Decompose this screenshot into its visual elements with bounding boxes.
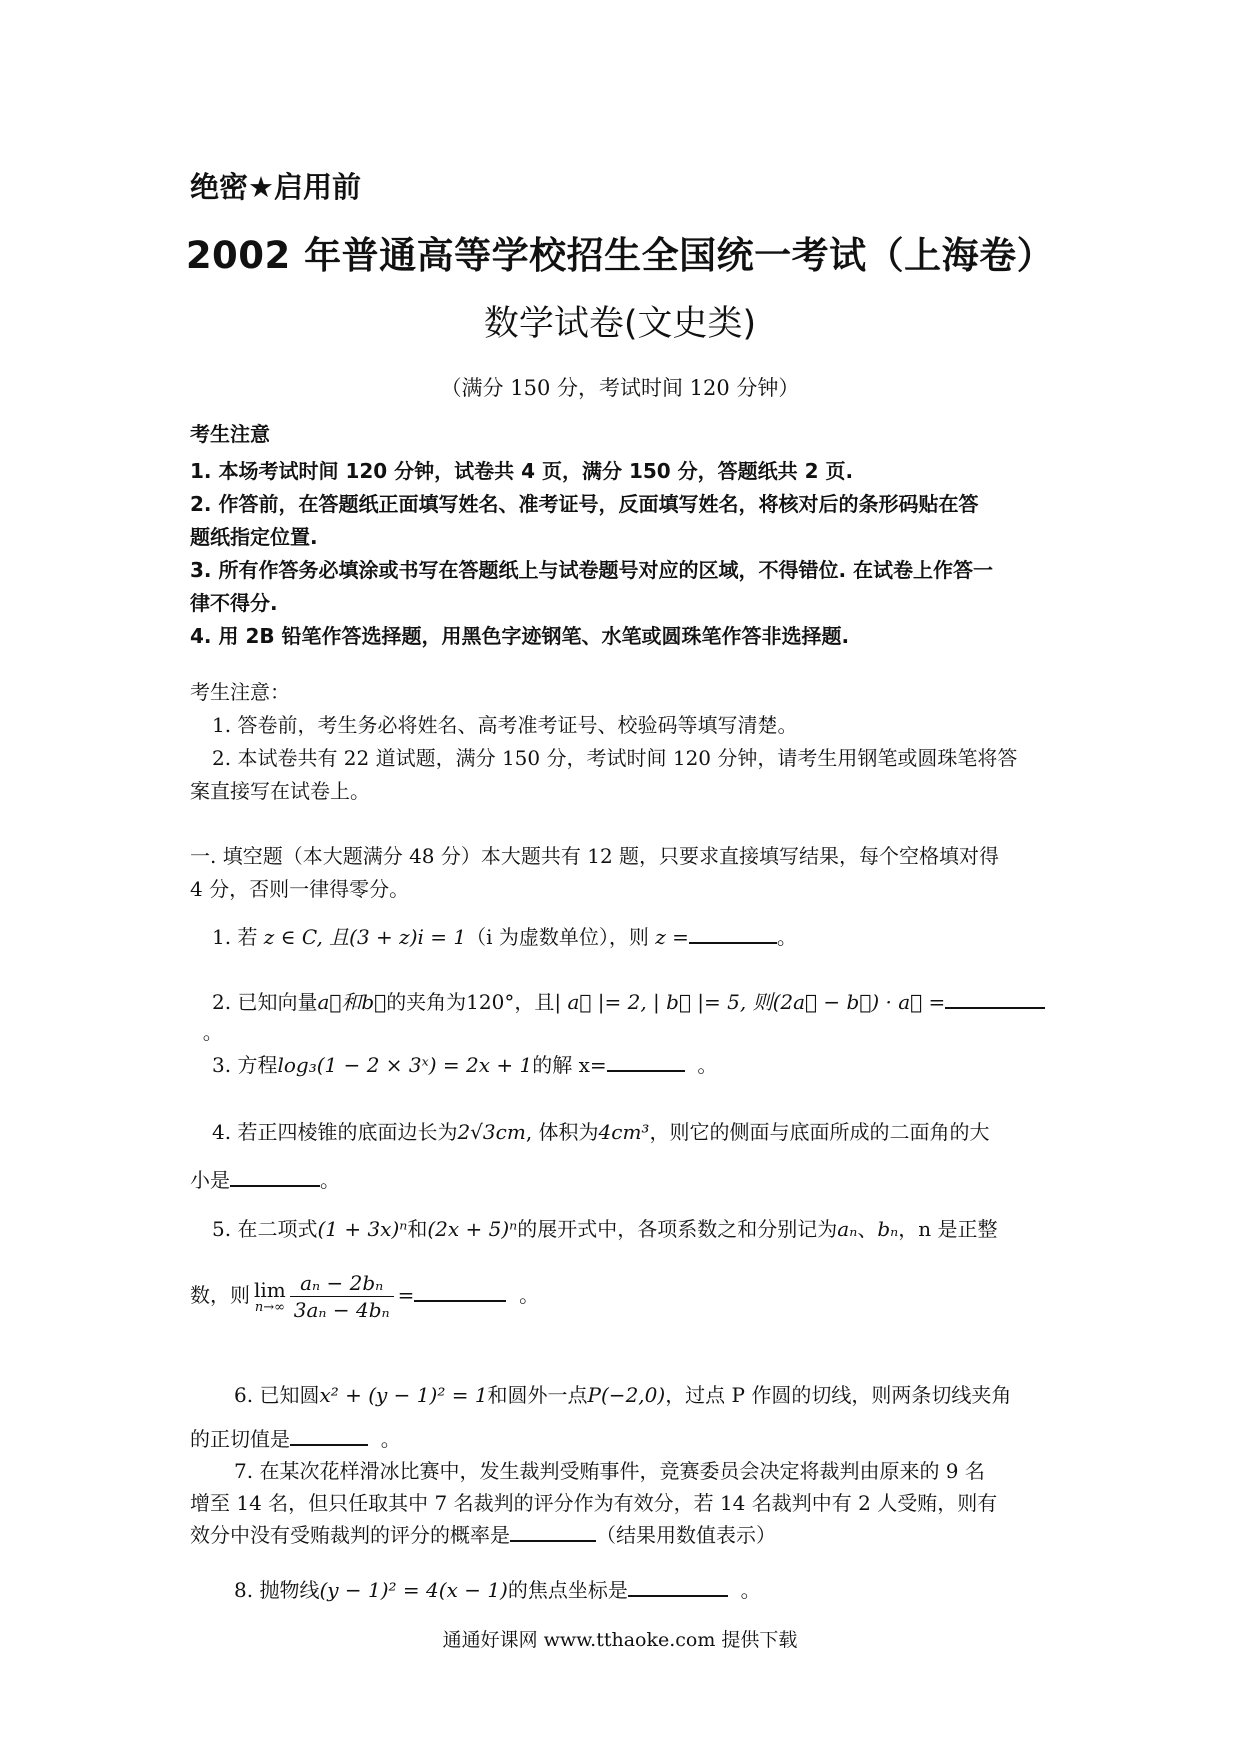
- q2-math2: | a⃗ |= 2, | b⃗ |= 5, 则(2a⃗ − b⃗) · a⃗ =: [554, 990, 946, 1014]
- q5-lim-sub: n→∞: [254, 1299, 285, 1315]
- q1-prefix: 1. 若: [212, 925, 264, 949]
- notice-bold-block: [190, 418, 1070, 653]
- q2-math: a⃗和b⃗: [317, 990, 387, 1014]
- section-1-line: 4 分，否则一律得零分。: [190, 877, 410, 901]
- question-8: [190, 1575, 1070, 1605]
- q6-math: x² + (y − 1)² = 1: [319, 1383, 488, 1407]
- q5-line2-prefix: 数，则: [190, 1283, 250, 1307]
- q2-answer-blank[interactable]: [945, 989, 1045, 1009]
- q5-limit: [254, 1279, 286, 1315]
- q5-end: 。: [519, 1283, 540, 1307]
- q5-mid: 的展开式中，各项系数之和分别记为: [517, 1217, 838, 1241]
- q4-mid: , 体积为: [525, 1120, 599, 1144]
- q5-math: (1 + 3x)ⁿ: [317, 1217, 408, 1241]
- q6-prefix: 6. 已知圆: [234, 1383, 320, 1407]
- section-1-heading: [190, 840, 1070, 906]
- notice-plain-block: [190, 676, 1070, 808]
- q8-end: 。: [740, 1578, 761, 1602]
- section-1-line: 一. 填空题（本大题满分 48 分）本大题共有 12 题，只要求直接填写结果，每个空格填对得: [190, 844, 1000, 868]
- q3-end: 。: [697, 1053, 718, 1077]
- q4-prefix: 4. 若正四棱锥的底面边长为: [212, 1120, 458, 1144]
- notice-item: 4. 用 2B 铅笔作答选择题，用黑色字迹钢笔、水笔或圆珠笔作答非选择题.: [190, 624, 850, 648]
- q1-math: z ∈ C, 且(3 + z)i = 1: [263, 925, 467, 949]
- q1-answer-blank[interactable]: [689, 924, 777, 944]
- q5-an: aₙ: [837, 1217, 858, 1241]
- q3-math: log₃(1 − 2 × 3ˣ) = 2x + 1: [277, 1053, 533, 1077]
- q5-and: 和: [407, 1217, 428, 1241]
- exam-meta: （满分 150 分，考试时间 120 分钟）: [440, 376, 800, 400]
- question-4: [190, 1117, 1070, 1195]
- q4-math2: 4cm³: [598, 1120, 650, 1144]
- q5-math2: (2x + 5)ⁿ: [427, 1217, 518, 1241]
- notice-item: 律不得分.: [190, 591, 278, 615]
- notice-heading: 考生注意: [190, 422, 270, 446]
- q4-math: 2√3cm: [457, 1120, 526, 1144]
- notice-item: 2. 作答前，在答题纸正面填写姓名、准考证号，反面填写姓名，将核对后的条形码贴在答: [190, 492, 979, 516]
- q7-line3-prefix: 效分中没有受贿裁判的评分的概率是: [190, 1523, 510, 1547]
- q5-bn: bₙ: [877, 1217, 899, 1241]
- q5-answer-blank[interactable]: [414, 1282, 506, 1302]
- q8-prefix: 8. 抛物线: [234, 1578, 320, 1602]
- q6-tail: ，过点 P 作圆的切线，则两条切线夹角: [665, 1383, 1012, 1407]
- question-5: [190, 1214, 1070, 1323]
- q6-mid: 和圆外一点: [487, 1383, 588, 1407]
- q6-math2: P(−2,0): [587, 1383, 666, 1407]
- question-3: [190, 1050, 1070, 1080]
- confidential-label: 绝密★启用前: [190, 170, 361, 204]
- question-6: [190, 1380, 1070, 1454]
- q5-tail: ，n 是正整: [898, 1217, 998, 1241]
- q2-mid: 的夹角为120°，且: [386, 990, 555, 1014]
- q7-line3-end: （结果用数值表示）: [596, 1523, 776, 1547]
- q4-line2: 小是: [190, 1168, 230, 1192]
- page-footer: 通通好课网 www.tthaoke.com 提供下载: [442, 1629, 798, 1651]
- q8-math: (y − 1)² = 4(x − 1): [319, 1578, 508, 1602]
- notice-item: 题纸指定位置.: [190, 525, 318, 549]
- q5-denominator: 3aₙ − 4bₙ: [293, 1298, 390, 1322]
- q3-mid: 的解 x=: [532, 1053, 607, 1077]
- q4-line1-end: ，则它的侧面与底面所成的二面角的大: [649, 1120, 990, 1144]
- q6-end: 。: [380, 1427, 401, 1451]
- q1-end: 。: [776, 925, 797, 949]
- exam-title: 2002 年普通高等学校招生全国统一考试（上海卷）: [185, 234, 1055, 277]
- q7-answer-blank[interactable]: [510, 1522, 596, 1542]
- notice-plain-item: 案直接写在试卷上。: [190, 779, 370, 803]
- q7-line2: 增至 14 名，但只任取其中 7 名裁判的评分作为有效分，若 14 名裁判中有 2 人受贿，则有: [190, 1491, 998, 1515]
- q1-math2: z =: [655, 925, 689, 949]
- q5-lim-word: lim: [254, 1277, 286, 1302]
- q2-prefix: 2. 已知向量: [212, 990, 318, 1014]
- q4-answer-blank[interactable]: [230, 1167, 320, 1187]
- notice-plain-item: 1. 答卷前，考生务必将姓名、高考准考证号、校验码等填写清楚。: [212, 713, 798, 737]
- q2-end: 。: [202, 1020, 223, 1044]
- question-7: [190, 1455, 1070, 1551]
- exam-subtitle: 数学试卷(文史类): [483, 304, 757, 344]
- q6-line2: 的正切值是: [190, 1427, 290, 1451]
- notice-item: 1. 本场考试时间 120 分钟，试卷共 4 页，满分 150 分，答题纸共 2 页.: [190, 459, 854, 483]
- question-1: [190, 922, 1070, 952]
- q8-answer-blank[interactable]: [628, 1577, 728, 1597]
- notice-plain-item: 2. 本试卷共有 22 道试题，满分 150 分，考试时间 120 分钟，请考生用钢笔或圆珠笔将答: [212, 746, 1018, 770]
- q8-mid: 的焦点坐标是: [507, 1578, 628, 1602]
- q1-mid: （i 为虚数单位），则: [466, 925, 656, 949]
- notice-item: 3. 所有作答务必填涂或书写在答题纸上与试卷题号对应的区域，不得错位. 在试卷上作答一: [190, 558, 994, 582]
- question-2: [190, 987, 1070, 1047]
- q3-answer-blank[interactable]: [607, 1052, 685, 1072]
- q5-prefix: 5. 在二项式: [212, 1217, 318, 1241]
- q5-fraction: [290, 1270, 394, 1323]
- q7-line1: 7. 在某次花样滑冰比赛中，发生裁判受贿事件，竞赛委员会决定将裁判由原来的 9 名: [234, 1459, 985, 1483]
- q6-answer-blank[interactable]: [290, 1426, 368, 1446]
- q3-prefix: 3. 方程: [212, 1053, 278, 1077]
- q4-end: 。: [320, 1168, 340, 1192]
- q5-sep: 、: [857, 1217, 878, 1241]
- notice-plain-heading: 考生注意：: [190, 680, 290, 704]
- q5-numerator: aₙ − 2bₙ: [290, 1270, 394, 1297]
- q5-eq: =: [397, 1283, 415, 1307]
